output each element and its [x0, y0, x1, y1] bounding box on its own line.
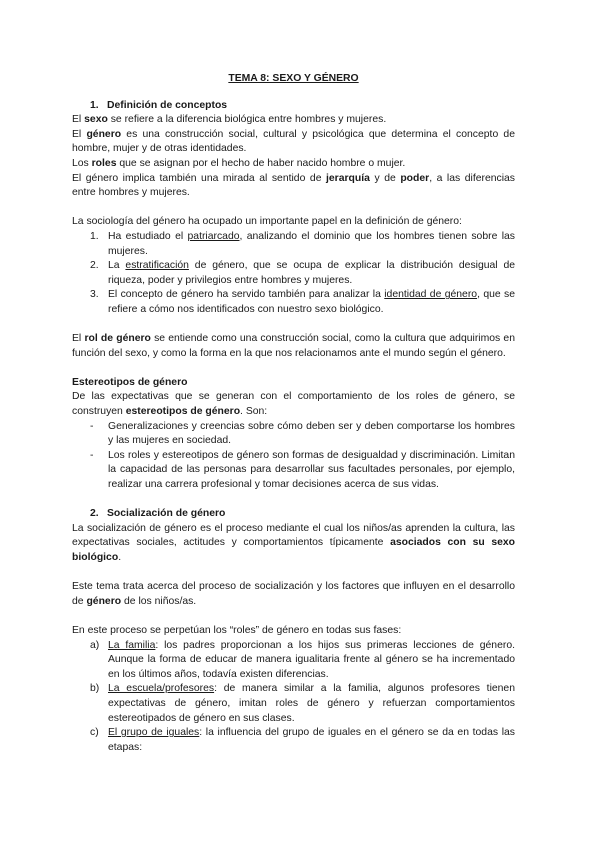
term-asociados-con-su-sexo: asociados con su sexo biológico — [72, 537, 516, 563]
term-genero: género — [86, 128, 122, 140]
list-marker: - — [90, 420, 94, 432]
text-fragment: El género implica también una mirada al sentido de — [72, 172, 327, 184]
term-identidad-de-genero: identidad de género — [384, 289, 478, 301]
text-fragment: y de — [369, 172, 401, 184]
paragraph-rol-de-genero — [72, 332, 515, 361]
term-roles: roles — [91, 157, 117, 169]
list-item — [72, 726, 515, 755]
text-fragment: , analizando el dominio que los hombres tienen sobre las mujeres. — [108, 230, 515, 257]
list-item — [72, 259, 515, 288]
paragraph-genero — [72, 128, 515, 157]
paragraph-roles — [72, 157, 515, 172]
term-sexo: sexo — [84, 114, 108, 126]
text-fragment: El — [72, 128, 87, 140]
text-fragment: : de manera similar a la familia, algunos profesores tienen expectativas de género, imitan roles de género y refuerzan comportamientos estereotipados de género en sus clases. — [108, 683, 515, 724]
spacer — [72, 201, 515, 216]
list-marker: a) — [90, 639, 100, 651]
text-fragment: de género, que se ocupa de explicar la distribución desigual de riqueza, poder y privilegios entre hombres y mujeres. — [108, 260, 515, 286]
sociologia-list — [72, 230, 515, 318]
list-marker: c) — [90, 727, 99, 739]
list-item — [72, 449, 515, 493]
agents-list — [72, 639, 515, 756]
paragraph-sociologia-intro: La sociología del género ha ocupado un importante papel en la definición de género: — [72, 216, 462, 228]
list-marker: b) — [90, 683, 100, 695]
list-item — [72, 420, 515, 449]
spacer — [72, 493, 515, 508]
term-jerarquia: jerarquía — [326, 172, 370, 184]
text-fragment: . Son: — [240, 406, 268, 418]
text-fragment: que se asignan por el hecho de haber nacido hombre o mujer. — [116, 157, 406, 169]
paragraph-tema — [72, 580, 515, 609]
list-item-text: Generalizaciones y creencias sobre cómo deben ser y deben comportarse los hombres y las mujeres en sociedad. — [108, 420, 515, 447]
text-fragment: El — [72, 114, 85, 126]
list-item — [72, 288, 515, 317]
section-1-number: 1. — [90, 99, 99, 111]
spacer — [72, 318, 515, 333]
list-item — [72, 639, 515, 683]
list-marker: - — [90, 449, 94, 461]
section-2-number: 2. — [90, 508, 99, 520]
text-fragment: , a las diferencias entre hombres y mujeres. — [72, 172, 516, 199]
text-fragment: El concepto de género ha servido también para analizar la — [108, 289, 385, 301]
text-fragment: es una construcción social, cultural y psicológica que determina el concepto de hombre, mujer y de otras identidades. — [72, 128, 515, 155]
estereotipos-heading: Estereotipos de género — [72, 376, 188, 388]
list-item-text: Los roles y estereotipos de género son formas de desigualdad y discriminación. Limitan la capacidad de las personas para desarrollar sus facultades personales, por ejemplo, realizar una carrera profesional y tomar decisiones acerca de sus vidas. — [108, 449, 515, 491]
term-estratificacion: estratificación — [125, 260, 189, 272]
text-fragment: Este tema trata acerca del proceso de socialización y los factores que influyen en el desarrollo de — [72, 581, 515, 607]
text-fragment: Ha estudiado el — [108, 230, 188, 242]
text-fragment: El — [72, 333, 85, 345]
text-fragment: . — [118, 552, 122, 563]
text-fragment: se refiere a la diferencia biológica entre hombres y mujeres. — [107, 114, 387, 126]
term-rol-de-genero: rol de género — [84, 333, 151, 345]
text-fragment: : la influencia del grupo de iguales en el género se da en todas las etapas: — [108, 727, 515, 753]
text-fragment: De las expectativas que se generan con el comportamiento de los roles de género, se construyen — [72, 391, 515, 418]
spacer — [72, 566, 515, 581]
section-1-title: Definición de conceptos — [107, 99, 228, 111]
term-grupo-de-iguales: El grupo de iguales — [108, 727, 200, 739]
paragraph-mirada — [72, 172, 515, 201]
section-2-title: Socialización de género — [107, 508, 226, 520]
text-fragment: de los niños/as. — [121, 595, 197, 607]
list-item — [72, 682, 515, 726]
section-2-heading — [72, 507, 515, 522]
text-fragment: Los — [72, 157, 92, 169]
paragraph-socializacion-def — [72, 522, 515, 566]
term-la-escuela: La escuela/profesores — [108, 683, 215, 695]
page-title: TEMA 8: SEXO Y GÉNERO — [228, 73, 359, 84]
paragraph-sexo — [72, 113, 515, 128]
spacer — [72, 609, 515, 624]
list-marker: 2. — [90, 260, 99, 272]
text-fragment: se entiende como una construcción social, como la cultura que adquirimos en función del sexo, y como la forma en la que nos relacionamos ante el mundo según el género. — [72, 333, 515, 359]
list-item — [72, 230, 515, 259]
paragraph-proceso-intro: En este proceso se perpetúan los “roles” de género en todas sus fases: — [72, 624, 402, 636]
text-fragment: , que se refiere a cómo nos identificados con nuestro sexo biológico. — [108, 289, 516, 315]
text-fragment: La — [108, 260, 126, 272]
text-fragment: : los padres proporcionan a los hijos sus primeras lecciones de género. Aunque la forma de educar de manera igualitaria frente al género se ha incrementado en los últimos años, todavía existen diferencias. — [108, 639, 515, 680]
list-marker: 1. — [90, 230, 99, 242]
term-genero-2: género — [86, 595, 122, 607]
estereotipos-list — [72, 420, 515, 493]
term-patriarcado: patriarcado — [187, 230, 240, 242]
text-fragment: La socialización de género es el proceso mediante el cual los niños/as aprenden la cultura, las expectativas sociales, actitudes y comportamientos típicamente — [72, 522, 515, 549]
term-poder: poder — [400, 172, 430, 184]
section-1-heading — [72, 99, 515, 114]
term-la-familia: La familia — [108, 639, 156, 651]
paragraph-estereotipos-intro — [72, 390, 515, 419]
spacer — [72, 361, 515, 376]
list-marker: 3. — [90, 289, 99, 301]
term-estereotipos-de-genero: estereotipos de género — [125, 406, 241, 418]
